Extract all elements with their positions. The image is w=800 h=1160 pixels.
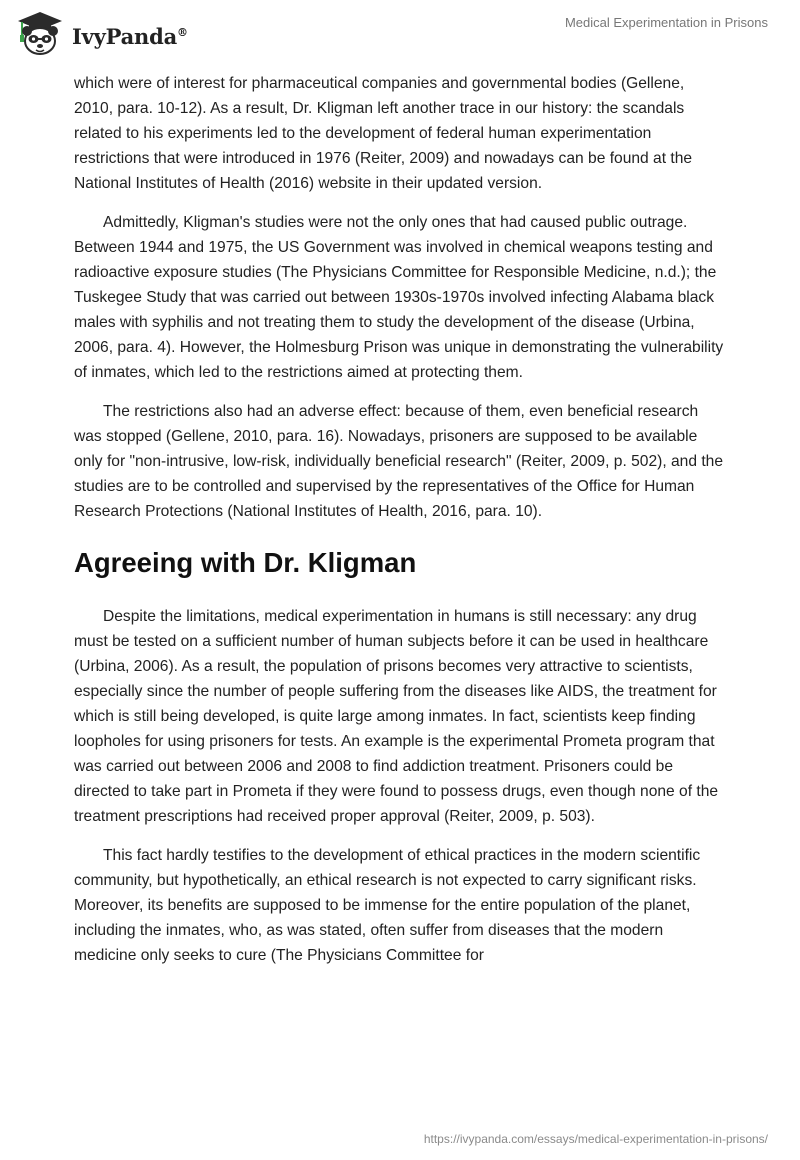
source-url[interactable]: https://ivypanda.com/essays/medical-experimentation-in-prisons/ (423, 1132, 768, 1146)
paragraph: The restrictions also had an adverse effect: because of them, even beneficial research was stopped (Gellene, 2010, para. 16). Nowadays, prisoners are supposed to be available only for "non-intrusive, low-risk, individually beneficial research" (Reiter, 2009, p. 502), and the studies are to be controlled and supervised by the representatives of the Office for Human Research Protections (National Institutes of Health, 2016, para. 10). (74, 403, 724, 520)
essay-content (74, 71, 726, 982)
section-heading: Agreeing with Dr. Kligman (74, 547, 417, 578)
document-title: Medical Experimentation in Prisons (564, 15, 768, 30)
paragraph: Admittedly, Kligman's studies were not the only ones that had caused public outrage. Between 1944 and 1975, the US Government was involved in chemical weapons testing and radioactive exposure studies (The Physicians Committee for Responsible Medicine, n.d.); the Tuskegee Study that was carried out between 1930s-1970s involved infecting Alabama black males with syphilis and not treating them to study the development of the disease (Urbina, 2006, para. 4). However, the Holmesburg Prison was unique in demonstrating the vulnerability of inmates, which led to the restrictions aimed at protecting them. (74, 214, 724, 381)
brand-name: IvyPanda® (72, 23, 188, 49)
ivypanda-logo[interactable] (14, 8, 188, 60)
paragraph: which were of interest for pharmaceutical companies and governmental bodies (Gellene, 2010, para. 10-12). As a result, Dr. Kligman left another trace in our history: the scandals related to his experiments led to the development of federal human experimentation restrictions that were introduced in 1976 (Reiter, 2009) and nowadays can be found at the National Institutes of Health (2016) website in their updated version. (74, 75, 693, 192)
paragraph: Despite the limitations, medical experimentation in humans is still necessary: any drug must be tested on a sufficient number of human subjects before it can be used in healthcare (Urbina, 2006). As a result, the population of prisons becomes very attractive to scientists, especially since the number of people suffering from the diseases like AIDS, the treatment for which is still being developed, is quite large among inmates. In fact, scientists keep finding loopholes for using prisoners for tests. An example is the experimental Prometa program that was carried out between 2006 and 2008 to find addiction treatment. Prisoners could be directed to take part in Prometa if they were found to possess drugs, even though none of the treatment prescriptions had received proper approval (Reiter, 2009, p. 503). (74, 608, 719, 825)
paragraph: This fact hardly testifies to the development of ethical practices in the modern scientific community, but hypothetically, an ethical research is not expected to carry significant risks. Moreover, its benefits are supposed to be immense for the entire population of the planet, including the inmates, who, as was stated, often suffer from diseases that the modern medicine only seeks to cure (The Physicians Committee for (74, 847, 701, 964)
panda-graduation-icon (14, 8, 66, 60)
page-header (0, 0, 800, 70)
